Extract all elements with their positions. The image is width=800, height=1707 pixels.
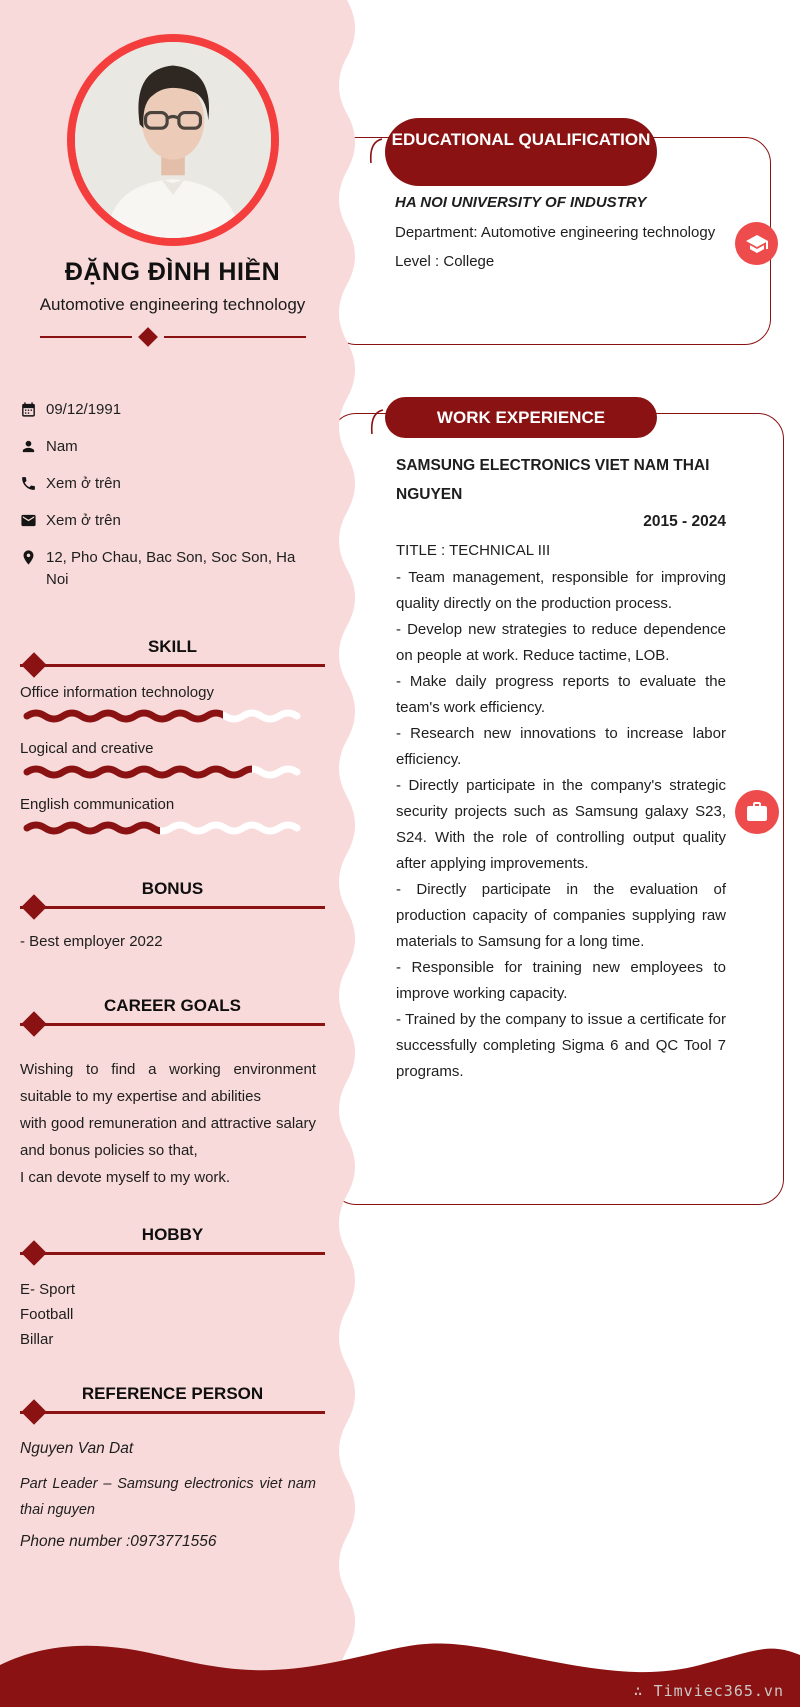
experience-bullet: - Make daily progress reports to evaluate the team's work efficiency. [396, 673, 726, 717]
info-value: Nam [46, 438, 78, 455]
section-rule [20, 664, 325, 667]
section-heading: SKILL [147, 637, 198, 656]
calendar-icon [20, 401, 37, 418]
reference-name: Nguyen Van Dat [20, 1440, 134, 1457]
education-section-header [385, 118, 657, 186]
career-goals-line: I can devote myself to my work. [20, 1169, 231, 1186]
experience-bullet: - Responsible for training new employees to improve working capacity. [396, 959, 726, 1003]
divider-line [40, 336, 132, 339]
experience-section-header [385, 397, 657, 438]
experience-content [396, 452, 726, 1085]
experience-bullet: - Team management, responsible for improving quality directly on the production process. [396, 569, 726, 613]
sidebar [0, 0, 335, 1707]
company-name: SAMSUNG ELECTRONICS VIET NAM THAI NGUYEN [396, 457, 710, 503]
info-item-gender [20, 436, 325, 458]
diamond-icon [138, 327, 158, 347]
employment-period: 2015 - 2024 [643, 513, 726, 531]
skill-bar [20, 764, 318, 779]
email-icon [20, 512, 37, 529]
info-value: Xem ở trên [46, 512, 121, 529]
section-hobby [20, 1225, 325, 1255]
experience-bullet: - Directly participate in the evaluation of production capacity of companies supplying raw materials to Samsung for a long time. [396, 881, 726, 951]
skill-bar [20, 820, 318, 835]
info-value: 09/12/1991 [46, 401, 122, 418]
hobby-list [20, 1277, 325, 1352]
location-icon [20, 549, 37, 566]
education-level: Level : College [395, 253, 495, 271]
skill-item [20, 740, 325, 779]
experience-bullet-list [396, 565, 726, 1085]
box-corner-arc [368, 409, 384, 435]
section-heading: REFERENCE PERSON [81, 1384, 264, 1403]
reference-role: Part Leader – Samsung electronics viet nam thai nguyen [20, 1476, 316, 1519]
skill-label: English communication [20, 796, 175, 813]
education-department: Department: Automotive engineering technology [395, 224, 716, 241]
contact-info-list [20, 399, 325, 591]
education-heading: EDUCATIONAL QUALIFICATION [391, 130, 651, 149]
skill-label: Logical and creative [20, 740, 154, 757]
info-value: Xem ở trên [46, 475, 121, 492]
school-name: HA NOI UNIVERSITY OF INDUSTRY [395, 194, 647, 211]
person-icon [20, 438, 37, 455]
profile-photo [67, 34, 279, 246]
profile-name: ĐẶNG ĐÌNH HIỀN [64, 258, 281, 286]
info-item-birthdate [20, 399, 325, 421]
section-rule [20, 1023, 325, 1026]
title-divider [20, 329, 325, 345]
info-item-phone [20, 473, 325, 495]
experience-bullet: - Research new innovations to increase labor efficiency. [396, 725, 726, 769]
section-rule [20, 1411, 325, 1414]
job-title: TITLE : TECHNICAL III [396, 542, 551, 560]
skill-item [20, 684, 325, 723]
experience-bullet: - Directly participate in the company's strategic security projects such as Samsung galaxy S23, S24. With the role of controlling output quality after applying improvements. [396, 777, 726, 873]
section-bonus [20, 879, 325, 909]
sidebar-wave-edge [335, 0, 365, 1707]
section-heading: CAREER GOALS [104, 996, 241, 1015]
brand-credit: ∴ Timviec365.vn [633, 1682, 784, 1700]
briefcase-icon [735, 790, 779, 834]
section-heading: BONUS [141, 879, 204, 898]
reference-phone: Phone number :0973771556 [20, 1533, 217, 1551]
experience-bullet: - Trained by the company to issue a certificate for successfully completing Sigma 6 and QC Tool 7 programs. [396, 1011, 726, 1081]
info-item-address [20, 547, 325, 591]
section-reference [20, 1384, 325, 1414]
section-skill [20, 637, 325, 667]
career-goals-line: with good remuneration and attractive salary and bonus policies so that, [20, 1115, 316, 1159]
box-corner-arc [367, 138, 383, 164]
info-value: 12, Pho Chau, Bac Son, Soc Son, Ha Noi [46, 549, 296, 588]
section-rule [20, 1252, 325, 1255]
skill-item [20, 796, 325, 835]
experience-bullet: - Develop new strategies to reduce dependence on people at work. Reduce tactime, LOB. [396, 621, 726, 665]
skill-label: Office information technology [20, 684, 214, 701]
divider-line [164, 336, 306, 339]
section-heading: HOBBY [141, 1225, 204, 1244]
career-goals-text [20, 1056, 316, 1191]
profile-title: Automotive engineering technology [39, 295, 306, 314]
phone-icon [20, 475, 37, 492]
career-goals-line: Wishing to find a working environment suitable to my expertise and abilities [20, 1061, 316, 1105]
experience-heading: WORK EXPERIENCE [436, 408, 606, 427]
education-content [395, 194, 725, 270]
section-rule [20, 906, 325, 909]
skill-bar [20, 708, 318, 723]
bonus-item: - Best employer 2022 [20, 933, 163, 950]
hobby-item: Billar [20, 1331, 54, 1348]
info-item-email [20, 510, 325, 532]
avatar [75, 42, 271, 238]
hobby-item: Football [20, 1306, 74, 1323]
hobby-item: E- Sport [20, 1281, 76, 1298]
section-career-goals [20, 996, 325, 1026]
graduation-cap-icon [735, 222, 778, 265]
